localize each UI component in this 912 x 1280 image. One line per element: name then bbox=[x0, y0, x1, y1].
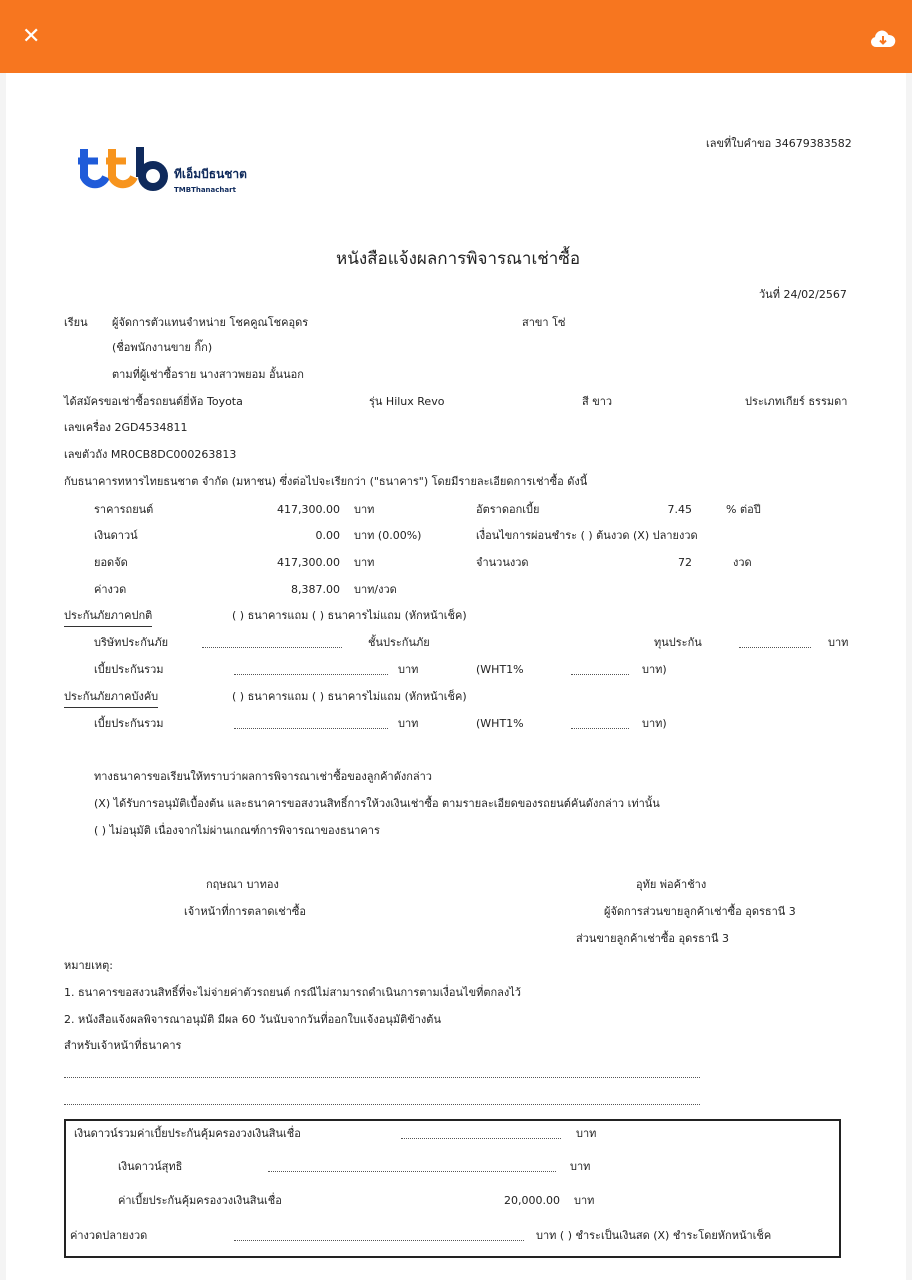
compulsory-insurance-options: ( ) ธนาคารแถม ( ) ธนาคารไม่แถม (หักหน้าเช็ค) bbox=[232, 690, 467, 703]
signatory-2-name: อุทัย พ่อค้าช้าง bbox=[636, 878, 707, 891]
rejected-option: ( ) ไม่อนุมัติ เนื่องจากไม่ผ่านเกณฑ์การพิจารณาของธนาคาร bbox=[94, 824, 380, 837]
document-date: วันที่ 24/02/2567 bbox=[759, 288, 847, 301]
term-label: ราคารถยนต์ bbox=[94, 503, 154, 516]
last-installment-options: บาท ( ) ชำระเป็นเงินสด (X) ชำระโดยหักหน้าเช็ค bbox=[536, 1229, 772, 1242]
branch: สาขา โซ่ bbox=[522, 316, 566, 329]
installments-unit: งวด bbox=[733, 556, 752, 569]
remarks-heading: หมายเหตุ: bbox=[64, 959, 113, 972]
car-model: รุ่น Hilux Revo bbox=[369, 395, 445, 408]
term-unit: บาท bbox=[354, 503, 375, 516]
cloud-download-icon[interactable] bbox=[870, 30, 896, 48]
chassis-number: เลขตัวถัง MR0CB8DC000263813 bbox=[64, 448, 237, 461]
logo-thai: ทีเอ็มบีธนชาต bbox=[174, 167, 247, 181]
baht-unit: บาท) bbox=[642, 663, 667, 676]
term-label: เงินดาวน์ bbox=[94, 529, 138, 542]
net-down-label: เงินดาวน์สุทธิ bbox=[118, 1160, 183, 1173]
remark-1: 1. ธนาคารขอสงวนสิทธิ์ที่จะไม่จ่ายค่าตัวรถยนต์ กรณีไม่สามารถดำเนินการตามเงื่อนไขที่ตกลงไว้ bbox=[64, 986, 521, 999]
wht-label: (WHT1% bbox=[476, 663, 524, 676]
baht-unit: บาท bbox=[570, 1160, 591, 1173]
last-installment-label: ค่างวดปลายงวด bbox=[70, 1229, 148, 1242]
ttb-logo-mark bbox=[76, 145, 171, 195]
signatory-2-title: ผู้จัดการส่วนขายลูกค้าเช่าซื้อ อุดรธานี 3 bbox=[604, 905, 796, 918]
installments-label: จำนวนงวด bbox=[476, 556, 529, 569]
car-color: สี ขาว bbox=[582, 395, 613, 408]
baht-unit: บาท bbox=[574, 1194, 595, 1207]
document-title: หนังสือแจ้งผลการพิจารณาเช่าซื้อ bbox=[336, 249, 581, 269]
engine-number: เลขเครื่อง 2GD4534811 bbox=[64, 421, 188, 434]
to-label: เรียน bbox=[64, 316, 88, 329]
notify-text: ทางธนาคารขอเรียนให้ทราบว่าผลการพิจารณาเช่าซื้อของลูกค้าดังกล่าว bbox=[94, 770, 432, 783]
wht-label: (WHT1% bbox=[476, 717, 524, 730]
term-value: 8,387.00 bbox=[291, 583, 340, 596]
down-total-label: เงินดาวน์รวมค่าเบี้ยประกันคุ้มครองวงเงินสินเชื่อ bbox=[74, 1127, 301, 1140]
top-bar bbox=[0, 0, 912, 73]
car-brand: ได้สมัครขอเช่าซื้อรถยนต์ยี่ห้อ Toyota bbox=[64, 395, 243, 408]
term-unit: บาท (0.00%) bbox=[354, 529, 422, 542]
payment-condition: เงื่อนไขการผ่อนชำระ ( ) ต้นงวด (X) ปลายงวด bbox=[476, 529, 698, 542]
approved-option: (X) ได้รับการอนุมัติเบื้องต้น และธนาคารขอสงวนสิทธิ์การให้วงเงินเช่าซื้อ ตามรายละเอียดของรถยนต์คันดังกล่าว เท่านั้น bbox=[94, 797, 660, 810]
term-unit: บาท/งวด bbox=[354, 583, 397, 596]
credit-premium-label: ค่าเบี้ยประกันคุ้มครองวงเงินสินเชื่อ bbox=[118, 1194, 282, 1207]
customer: ตามที่ผู้เช่าซื้อราย นางสาวพยอม อั้นนอก bbox=[112, 368, 304, 381]
salesperson: (ชื่อพนักงานขาย กิ๊ก) bbox=[112, 341, 213, 354]
document-page bbox=[6, 73, 906, 1280]
term-label: ยอดจัด bbox=[94, 556, 128, 569]
sum-insured-label: ทุนประกัน bbox=[654, 636, 702, 649]
term-label: ค่างวด bbox=[94, 583, 127, 596]
term-unit: บาท bbox=[354, 556, 375, 569]
intro-text: กับธนาคารทหารไทยธนชาต จำกัด (มหาชน) ซึ่งต่อไปจะเรียกว่า ("ธนาคาร") โดยมีรายละเอียดการเช่าซื้อ ดังนี้ bbox=[64, 475, 588, 488]
voluntary-insurance-heading: ประกันภัยภาคปกติ bbox=[64, 609, 152, 627]
insurer-label: บริษัทประกันภัย bbox=[94, 636, 169, 649]
reference-number: เลขที่ใบคำขอ 34679383582 bbox=[706, 137, 852, 150]
staff-section-label: สำหรับเจ้าหน้าที่ธนาคาร bbox=[64, 1039, 182, 1052]
term-value: 0.00 bbox=[315, 529, 340, 542]
baht-unit: บาท bbox=[576, 1127, 597, 1140]
term-value: 417,300.00 bbox=[277, 556, 340, 569]
premium-label: เบี้ยประกันรวม bbox=[94, 663, 164, 676]
baht-unit: บาท bbox=[398, 717, 419, 730]
premium-label: เบี้ยประกันรวม bbox=[94, 717, 164, 730]
baht-unit: บาท) bbox=[642, 717, 667, 730]
rate-unit: % ต่อปี bbox=[726, 503, 761, 516]
rate-value: 7.45 bbox=[667, 503, 692, 516]
credit-premium-value: 20,000.00 bbox=[504, 1194, 560, 1207]
gear-type: ประเภทเกียร์ ธรรมดา bbox=[745, 395, 848, 408]
baht-unit: บาท bbox=[828, 636, 849, 649]
logo-english: TMBThanachart bbox=[174, 186, 236, 194]
voluntary-insurance-options: ( ) ธนาคารแถม ( ) ธนาคารไม่แถม (หักหน้าเช็ค) bbox=[232, 609, 467, 622]
signatory-1-title: เจ้าหน้าที่การตลาดเช่าซื้อ bbox=[184, 905, 307, 918]
signatory-2-unit: ส่วนขายลูกค้าเช่าซื้อ อุดรธานี 3 bbox=[576, 932, 730, 945]
close-icon[interactable]: ✕ bbox=[22, 24, 41, 49]
remark-2: 2. หนังสือแจ้งผลพิจารณาอนุมัติ มีผล 60 วันนับจากวันที่ออกใบแจ้งอนุมัติข้างต้น bbox=[64, 1013, 441, 1026]
signatory-1-name: กฤษณา บาทอง bbox=[206, 878, 279, 891]
baht-unit: บาท bbox=[398, 663, 419, 676]
term-value: 417,300.00 bbox=[277, 503, 340, 516]
insurance-class-label: ชั้นประกันภัย bbox=[368, 636, 430, 649]
rate-label: อัตราดอกเบี้ย bbox=[476, 503, 540, 516]
ttb-logo bbox=[76, 145, 247, 199]
compulsory-insurance-heading: ประกันภัยภาคบังคับ bbox=[64, 690, 158, 708]
recipient: ผู้จัดการตัวแทนจำหน่าย โชคคูณโชคอุดร bbox=[112, 316, 309, 329]
installments-value: 72 bbox=[678, 556, 692, 569]
